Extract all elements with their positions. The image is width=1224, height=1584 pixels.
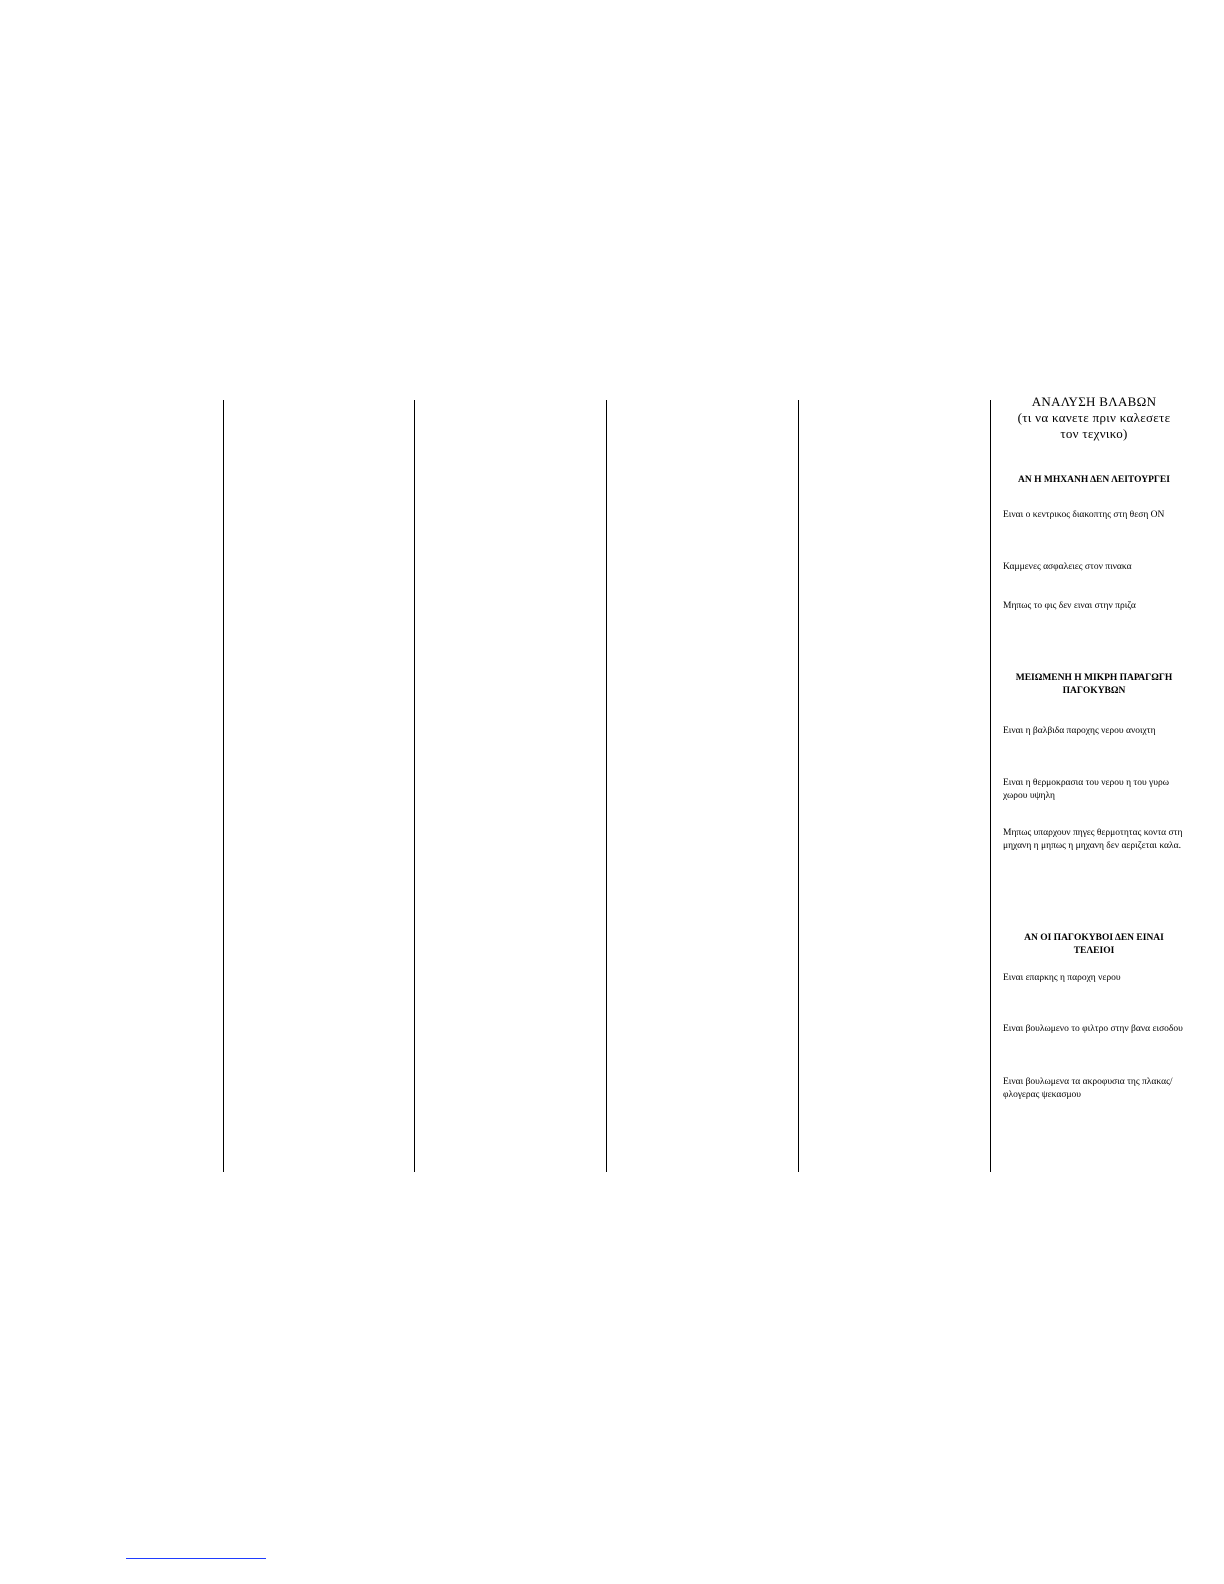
checklist-item: Ειναι η βαλβιδα παροχης νερου ανοιχτη <box>1003 726 1156 736</box>
panel-title-line: ΑΝΑΛΥΣΗ ΒΛΑΒΩΝ <box>1031 394 1157 409</box>
column-divider <box>223 400 224 1172</box>
section-heading-line: ΜΕΙΩΜΕΝΗ Η ΜΙΚΡΗ ΠΑΡΑΓΩΓΗ <box>1015 673 1173 683</box>
checklist-item: Ειναι επαρκης η παροχη νερου <box>1003 973 1121 983</box>
checklist-item: Ειναι βουλωμενα τα ακροφυσια της πλακας/φλογερας ψεκασμου <box>1003 1077 1173 1100</box>
section-heading-line: ΑΝ ΟΙ ΠΑΓΟΚΥΒΟΙ ΔΕΝ ΕΙΝΑΙ <box>1024 933 1164 943</box>
column-divider <box>990 400 991 1172</box>
checklist-item: Ειναι η θερμοκρασια του νερου η του γυρω χωρου υψηλη <box>1003 778 1169 801</box>
panel-title-line: (τι να κανετε πριν καλεσετε <box>1017 410 1171 425</box>
troubleshooting-panel <box>1000 394 1188 1164</box>
section-heading-line: ΤΕΛΕΙΟΙ <box>1073 946 1115 956</box>
section-heading <box>1000 672 1188 698</box>
footnote-separator <box>126 1558 266 1559</box>
checklist-item: Μηπως υπαρχουν πηγες θερμοτητας κοντα στη μηχανη η μηπως η μηχανη δεν αεριζεται καλα. <box>1003 828 1183 851</box>
column-divider <box>606 400 607 1172</box>
checklist-item: Ειναι ο κεντρικος διακοπτης στη θεση ON <box>1003 510 1165 520</box>
checklist-item: Ειναι βουλωμενο το φιλτρο στην βανα εισοδου <box>1003 1024 1183 1034</box>
column-divider <box>798 400 799 1172</box>
section-heading <box>1000 932 1188 958</box>
section-heading: ΑΝ Η ΜΗΧΑΝΗ ΔΕΝ ΛΕΙΤΟΥΡΓΕΙ <box>1018 475 1170 485</box>
checklist-item: Καμμενες ασφαλειες στον πινακα <box>1003 562 1132 572</box>
panel-title-line: τον τεχνικο) <box>1060 426 1128 441</box>
panel-title <box>1000 394 1188 442</box>
section-heading-line: ΠΑΓΟΚΥΒΩΝ <box>1062 686 1126 696</box>
checklist-item: Μηπως το φις δεν ειναι στην πριζα <box>1003 601 1136 611</box>
column-divider <box>414 400 415 1172</box>
